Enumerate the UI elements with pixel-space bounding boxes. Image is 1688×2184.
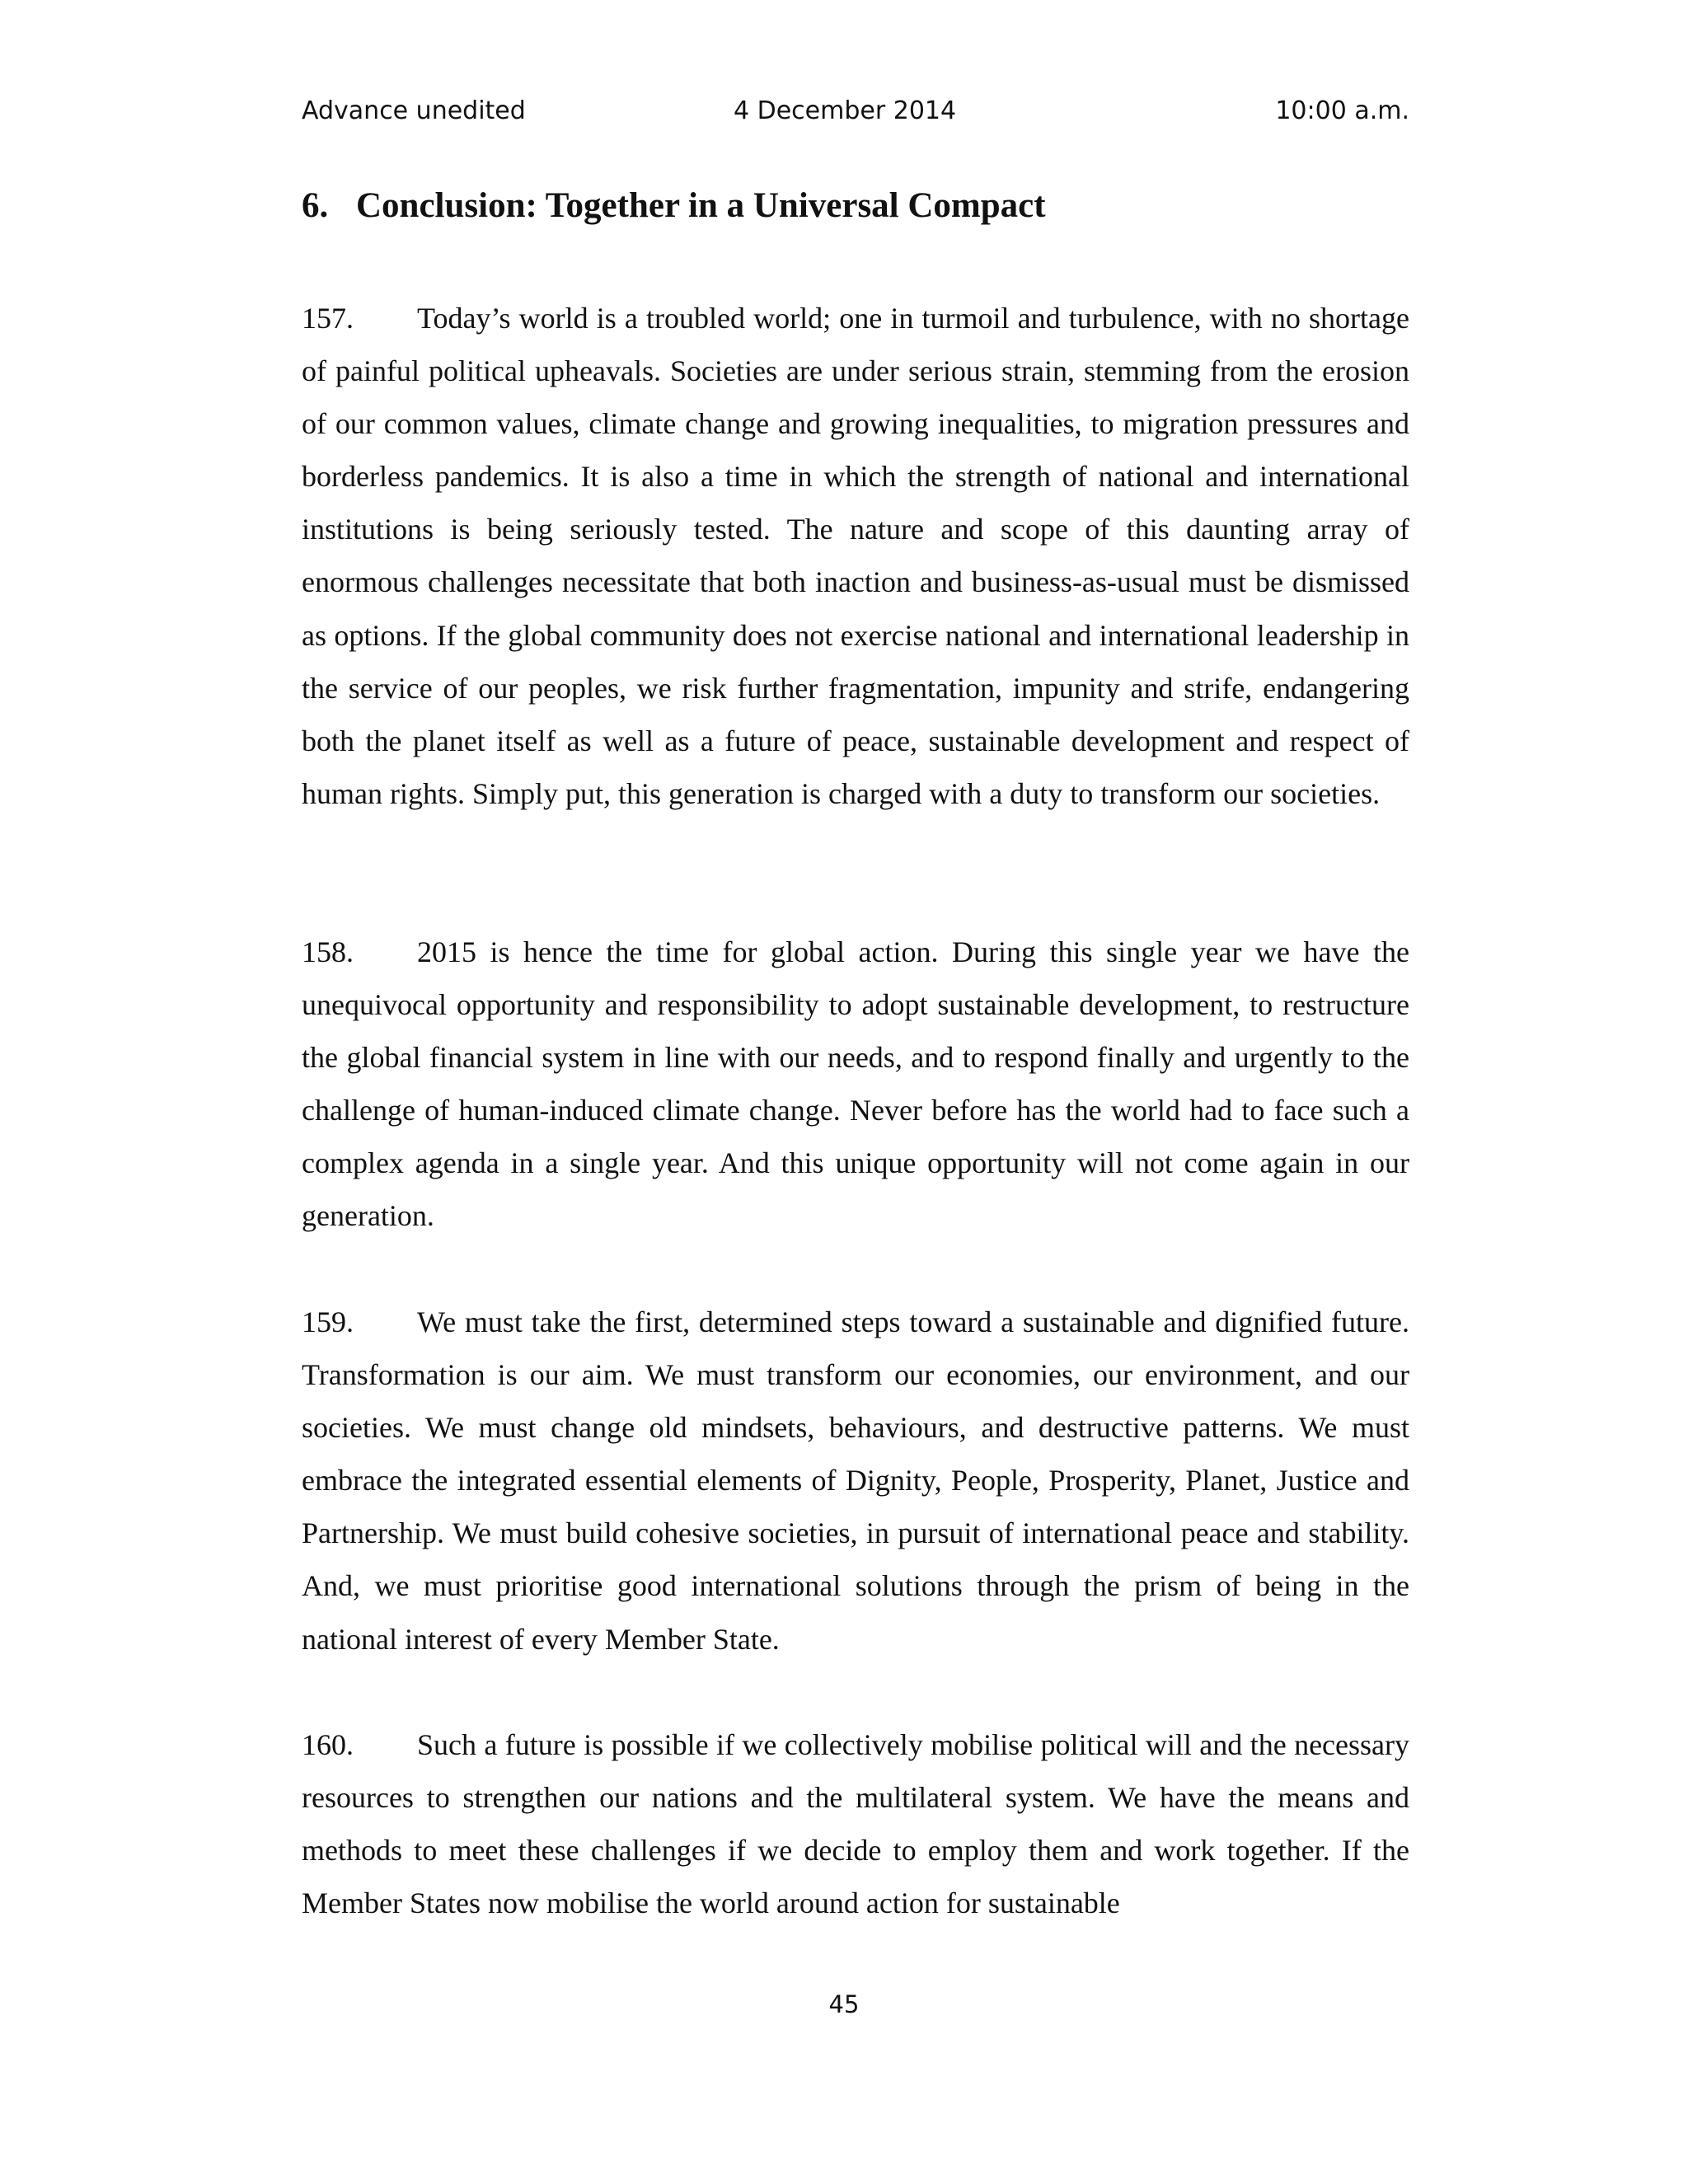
paragraph-157 [302, 292, 1409, 820]
paragraph-text: Such a future is possible if we collectively mobilise political will and the necessary resources to strengthen our nations and the multilateral system. We have the means and methods to meet these challenges if we decide to employ them and work together. If the Member States now mobilise the world around action for sustainable [302, 1728, 1409, 1920]
paragraph-number: 160. [302, 1728, 354, 1761]
header-date: 4 December 2014 [734, 96, 957, 125]
header-status: Advance unedited [302, 96, 526, 125]
section-title-text: Conclusion: Together in a Universal Compact [356, 186, 1046, 225]
paragraph-text: Today’s world is a troubled world; one in turmoil and turbulence, with no shortage of painful political upheavals. Societies are under serious strain, stemming from the erosion of our common values, climate change and growing inequalities, to migration pressures and borderless pandemics. It is also a time in which the strength of national and international institutions is being seriously tested. The nature and scope of this daunting array of enormous challenges necessitate that both inaction and business-as-usual must be dismissed as options. If the global community does not exercise national and international leadership in the service of our peoples, we risk further fragmentation, impunity and strife, endangering both the planet itself as well as a future of peace, sustainable development and respect of human rights. Simply put, this generation is charged with a duty to transform our societies. [302, 302, 1409, 810]
paragraph-number: 159. [302, 1305, 354, 1338]
page-number: 45 [828, 1990, 860, 2018]
paragraph-159 [302, 1296, 1409, 1666]
page-header [302, 92, 1409, 130]
paragraph-text: We must take the first, determined steps toward a sustainable and dignified future. Transformation is our aim. We must transform our economies, our environment, and our societies. We must change old mindsets, behaviours, and destructive patterns. We must embrace the integrated essential elements of Dignity, People, Prosperity, Planet, Justice and Partnership. We must build cohesive societies, in pursuit of international peace and stability. And, we must prioritise good international solutions through the prism of being in the national interest of every Member State. [302, 1305, 1409, 1656]
paragraph-text: 2015 is hence the time for global action. During this single year we have the unequivocal opportunity and responsibility to adopt sustainable development, to restructure the global financial system in line with our needs, and to respond finally and urgently to the challenge of human-induced climate change. Never before has the world had to face such a complex agenda in a single year. And this unique opportunity will not come again in our generation. [302, 935, 1409, 1233]
paragraph-160 [302, 1718, 1409, 1929]
header-time: 10:00 a.m. [1275, 96, 1409, 125]
paragraph-number: 157. [302, 302, 354, 335]
page-footer [0, 1988, 1688, 2021]
paragraph-158 [302, 926, 1409, 1243]
paragraph-number: 158. [302, 935, 354, 968]
section-number: 6. [302, 186, 329, 225]
section-heading [302, 183, 1409, 229]
